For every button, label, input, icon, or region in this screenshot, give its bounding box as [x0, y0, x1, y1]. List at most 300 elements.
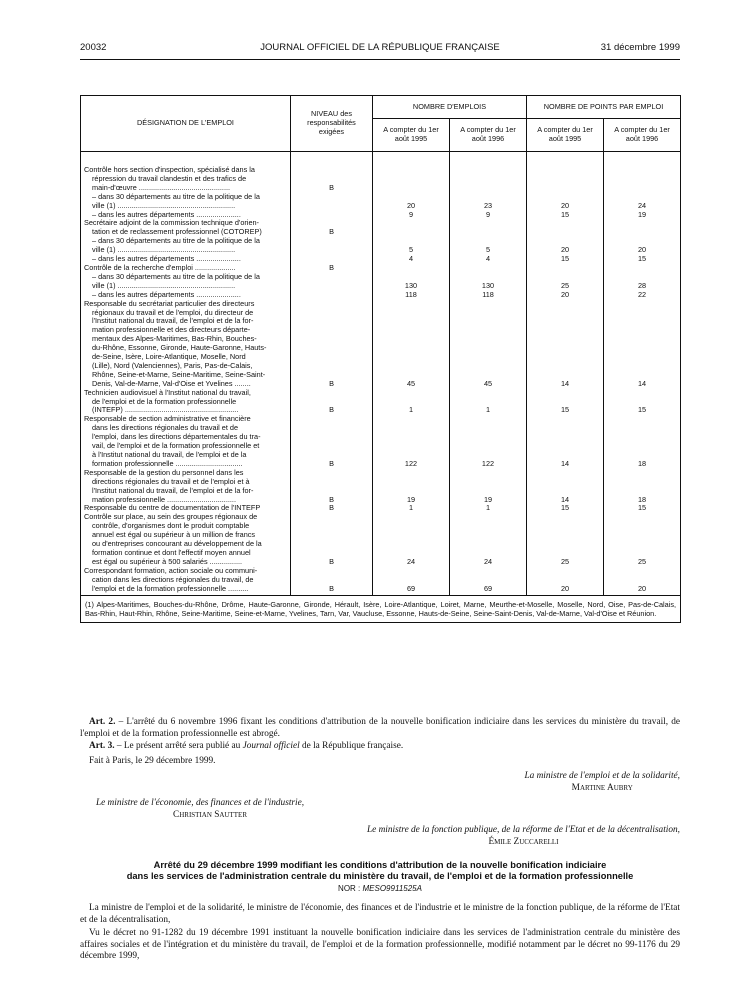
cell-line: 20 — [560, 201, 570, 210]
cell-niveau — [291, 219, 373, 264]
arrete-title — [80, 860, 680, 881]
cell-line — [530, 513, 600, 522]
cell-line: 22 — [637, 290, 647, 299]
cell-line — [530, 326, 600, 335]
cell-line: 118 — [405, 290, 417, 299]
cell-line — [530, 451, 600, 460]
table-row — [81, 389, 681, 416]
cell-line — [294, 326, 369, 335]
cell-line — [453, 300, 523, 309]
cell-p95 — [527, 504, 604, 513]
signature-role: Le ministre de la fonction publique, de la réforme de l'Etat et de la décentralisation, — [366, 825, 680, 835]
cell-line: B — [329, 228, 334, 237]
cell-line: 25 — [560, 281, 570, 290]
cell-line — [294, 202, 369, 211]
cell-line — [376, 398, 446, 407]
cell-line: 24 — [406, 557, 416, 566]
cell-line: dans les directions régionales du travail et de — [92, 424, 239, 433]
cell-line: 122 — [404, 459, 418, 468]
cell-line: du-Rhône, Essonne, Gironde, Haute-Garonne, Hauts- — [92, 344, 267, 353]
cell-p95 — [527, 219, 604, 264]
signature-economy-minister — [80, 798, 340, 821]
cell-line — [607, 326, 677, 335]
cell-line — [607, 353, 677, 362]
cell-niveau — [291, 504, 373, 513]
header-nombre-emplois: NOMBRE D'EMPLOIS — [373, 96, 527, 119]
cell-line: 20 — [637, 246, 647, 255]
cell-lines — [81, 389, 291, 416]
cell-line: 15 — [637, 406, 647, 415]
cell-line — [294, 166, 369, 175]
cell-line — [294, 540, 369, 549]
header-rule — [80, 59, 680, 60]
article-2 — [80, 717, 680, 740]
cell-line: 130 — [404, 281, 418, 290]
cell-line — [607, 184, 677, 193]
cell-p95 — [527, 469, 604, 505]
header-points-1995: A compter du 1er août 1995 — [527, 119, 604, 152]
cell-line — [294, 219, 369, 228]
cell-line: – dans les autres départements ...................... — [92, 255, 241, 264]
cell-line — [376, 549, 446, 558]
arrete-title-line1: Arrêté du 29 décembre 1999 modifiant les conditions d'attribution de la nouvelle bonification indiciaire — [153, 860, 607, 870]
cell-line — [376, 442, 446, 451]
cell-e96 — [450, 300, 527, 389]
cell-line: Responsable de section administrative et financière — [84, 415, 251, 424]
cell-p95 — [527, 513, 604, 566]
cell-line: 5 — [408, 246, 414, 255]
cell-line — [530, 478, 600, 487]
nor-reference — [80, 884, 680, 893]
cell-e96 — [450, 567, 527, 595]
cell-line — [294, 567, 369, 576]
table-row — [81, 513, 681, 566]
table-row — [81, 264, 681, 300]
cell-e95 — [373, 219, 450, 264]
cell-e96 — [450, 469, 527, 505]
cell-line — [453, 362, 523, 371]
cell-e95 — [373, 389, 450, 416]
cell-e95 — [373, 567, 450, 595]
cell-line — [453, 184, 523, 193]
cell-line: 20 — [560, 246, 570, 255]
cell-line: directions régionales du travail et de l'emploi et à — [92, 477, 250, 486]
cell-line — [294, 291, 369, 300]
cell-line — [453, 353, 523, 362]
cell-p96 — [604, 152, 681, 220]
cell-p96 — [604, 300, 681, 389]
cell-line: 4 — [485, 255, 491, 264]
cell-niveau — [291, 415, 373, 468]
cell-line — [376, 166, 446, 175]
table-row — [81, 415, 681, 468]
cell-line — [453, 451, 523, 460]
cell-line — [530, 219, 600, 228]
cell-e95 — [373, 513, 450, 566]
cell-line: B — [329, 183, 334, 192]
cell-niveau — [291, 567, 373, 595]
cell-line — [607, 487, 677, 496]
cell-line: 24 — [483, 557, 493, 566]
cell-line: formation continue et dont l'effectif moyen annuel — [92, 548, 251, 557]
cell-line: Technicien audiovisuel à l'Institut national du travail, — [84, 388, 251, 397]
cell-line — [294, 282, 369, 291]
header-emplois-1995: A compter du 1er août 1995 — [373, 119, 450, 152]
cell-niveau — [291, 264, 373, 300]
table-row — [81, 567, 681, 595]
cell-line: l'Institut national du travail, de l'emploi et de la for- — [92, 486, 254, 495]
cell-line — [530, 335, 600, 344]
cell-line — [607, 433, 677, 442]
article-3-text-b: de la République française. — [299, 741, 404, 751]
cell-p96 — [604, 513, 681, 566]
cell-line — [376, 219, 446, 228]
page-header — [80, 42, 680, 58]
cell-line: Responsable du secrétariat particulier des directeurs — [84, 299, 255, 308]
cell-line — [453, 193, 523, 202]
cell-line — [376, 317, 446, 326]
cell-line: B — [329, 557, 334, 566]
arrete-title-line2: dans les services de l'administration centrale du ministère du travail, de l'emploi et de la formation professionnelle — [126, 870, 634, 881]
cell-e95 — [373, 152, 450, 220]
cell-line — [607, 424, 677, 433]
cell-line — [294, 246, 369, 255]
table-row — [81, 504, 681, 513]
cell-line: 15 — [637, 255, 647, 264]
article-3-text-a: – Le présent arrêté sera publié au — [114, 741, 243, 751]
cell-line: ville (1) .......................................................... — [92, 246, 236, 255]
cell-line: Contrôle sur place, au sein des groupes régionaux de — [84, 513, 258, 522]
cell-line — [453, 273, 523, 282]
cell-line — [453, 389, 523, 398]
cell-line: l'Institut national du travail, de l'emploi et de la for- — [92, 317, 254, 326]
cell-line — [376, 193, 446, 202]
cell-line: l'emploi, dans les directions départementales du tra- — [92, 433, 261, 442]
cell-line — [294, 309, 369, 318]
cell-line: 28 — [637, 281, 647, 290]
cell-lines — [81, 300, 291, 389]
cell-line — [453, 326, 523, 335]
cell-line — [607, 166, 677, 175]
cell-line — [530, 424, 600, 433]
cell-lines — [81, 469, 291, 505]
cell-line — [376, 415, 446, 424]
cell-line — [453, 424, 523, 433]
table-row — [81, 219, 681, 264]
cell-line: – dans 30 départements au titre de la politique de la — [92, 192, 260, 201]
cell-line — [294, 522, 369, 531]
cell-line: 14 — [637, 379, 647, 388]
cell-line — [607, 451, 677, 460]
cell-line: Rhône, Seine-et-Marne, Seine-Maritime, Seine-Saint- — [92, 370, 266, 379]
cell-line — [453, 513, 523, 522]
cell-line — [294, 193, 369, 202]
cell-line: 25 — [560, 557, 570, 566]
cell-line — [607, 567, 677, 576]
cell-line — [376, 522, 446, 531]
cell-line: 20 — [560, 290, 570, 299]
header-points-1996: A compter du 1er août 1996 — [604, 119, 681, 152]
cell-line — [530, 389, 600, 398]
cell-e96 — [450, 389, 527, 416]
page-number: 20032 — [80, 42, 107, 53]
cell-e96 — [450, 504, 527, 513]
cell-line: 19 — [637, 210, 647, 219]
cell-line — [294, 531, 369, 540]
cell-p95 — [527, 264, 604, 300]
cell-line — [294, 549, 369, 558]
cell-line: 69 — [483, 584, 493, 593]
cell-line — [607, 219, 677, 228]
cell-p95 — [527, 300, 604, 389]
cell-line — [453, 371, 523, 380]
cell-line — [607, 273, 677, 282]
cell-line — [607, 237, 677, 246]
cell-line — [294, 335, 369, 344]
cell-line: 19 — [406, 495, 416, 504]
cell-line: B — [329, 406, 334, 415]
cell-line: de-Seine, Isère, Loire-Atlantique, Moselle, Nord — [92, 353, 246, 362]
cell-line — [376, 228, 446, 237]
cell-line: (INTEFP) ........................................................ — [92, 406, 239, 415]
cell-line — [294, 353, 369, 362]
cell-line: 5 — [485, 246, 491, 255]
cell-line — [530, 309, 600, 318]
cell-e96 — [450, 219, 527, 264]
article-3-label: Art. 3. — [89, 741, 115, 751]
cell-e95 — [373, 264, 450, 300]
cell-line — [294, 389, 369, 398]
cell-line — [607, 415, 677, 424]
cell-line — [453, 549, 523, 558]
cell-line: B — [329, 495, 334, 504]
cell-line: – dans les autres départements ...................... — [92, 290, 241, 299]
cell-line: formation professionnelle ................................. — [92, 459, 243, 468]
cell-line: ou d'entreprises concourant au développement de la — [92, 540, 262, 549]
cell-line — [607, 576, 677, 585]
cell-line — [376, 531, 446, 540]
cell-line — [453, 415, 523, 424]
cell-line: – dans les autres départements ...................... — [92, 210, 241, 219]
cell-line: Contrôle hors section d'inspection, spécialisé dans la — [84, 166, 255, 174]
cell-line — [530, 433, 600, 442]
cell-lines — [81, 567, 291, 595]
cell-line — [607, 549, 677, 558]
cell-line: 1 — [408, 504, 414, 513]
cell-line: 1 — [485, 406, 491, 415]
cell-line: B — [329, 584, 334, 593]
cell-line: 15 — [560, 210, 570, 219]
cell-e95 — [373, 415, 450, 468]
cell-line — [530, 264, 600, 273]
cell-line — [453, 522, 523, 531]
issue-date: 31 décembre 1999 — [600, 42, 680, 53]
signature-name: Christian Sautter — [173, 809, 247, 820]
cell-line: à l'Institut national du travail, de l'emploi et de la — [92, 451, 247, 459]
cell-line — [294, 362, 369, 371]
journal-title: JOURNAL OFFICIEL DE LA RÉPUBLIQUE FRANÇAISE — [260, 42, 500, 53]
cell-line — [530, 273, 600, 282]
header-designation: DÉSIGNATION DE L'EMPLOI — [81, 96, 291, 152]
cell-line — [294, 211, 369, 220]
cell-line: 25 — [637, 557, 647, 566]
cell-niveau — [291, 469, 373, 505]
cell-line — [376, 371, 446, 380]
employment-table — [80, 95, 681, 623]
cell-line — [530, 362, 600, 371]
cell-lines — [81, 513, 291, 566]
table-footnote: (1) Alpes-Maritimes, Bouches-du-Rhône, Drôme, Haute-Garonne, Gironde, Hérault, Isère, Loire-Atlantique, Loiret, Marne, Meurthe-et-Moselle, Moselle, Nord, Oise, Pas-de-Calais, Bas-Rhin, Haut-Rhin, Rhône, Seine-Maritime, Seine-et-Marne, Yvelines, Tarn, Var, Vaucluse, Essonne, Hauts-de-Seine, Seine-Saint-Denis, Val-de-Marne, Val-d'Oise et Réunion. — [81, 595, 681, 622]
cell-line — [376, 309, 446, 318]
cell-line — [607, 540, 677, 549]
cell-line — [607, 264, 677, 273]
cell-line — [453, 237, 523, 246]
cell-line — [453, 335, 523, 344]
header-niveau: NIVEAU des responsabilités exigées — [291, 96, 373, 152]
arrete-paragraph-2: Vu le décret no 91-1282 du 19 décembre 1991 instituant la nouvelle bonification indiciaire dans les services de l'administration centrale du ministère des affaires sociales et de l'intégration et du ministère du travail, de l'emploi et de la formation professionnelle, modifié notamment par le décret no 99-1176 du 29 décembre 1999, — [80, 928, 680, 961]
cell-line — [530, 522, 600, 531]
cell-line — [376, 540, 446, 549]
cell-line — [453, 219, 523, 228]
cell-line: 24 — [637, 201, 647, 210]
cell-line — [376, 326, 446, 335]
cell-line — [376, 567, 446, 576]
cell-line — [607, 442, 677, 451]
cell-line — [530, 344, 600, 353]
cell-line: 18 — [637, 459, 647, 468]
article-2-text: – L'arrêté du 6 novembre 1996 fixant les conditions d'attribution de la nouvelle bonification indiciaire dans les services du ministère du travail, de l'emploi et de la formation professionnelle est abrogé. — [80, 717, 681, 739]
cell-line: 20 — [406, 201, 416, 210]
cell-line — [530, 567, 600, 576]
cell-line — [530, 353, 600, 362]
cell-line — [530, 184, 600, 193]
cell-line — [294, 317, 369, 326]
cell-p95 — [527, 389, 604, 416]
cell-line: Denis, Val-de-Marne, Val-d'Oise et Yvelines ........ — [92, 379, 251, 388]
cell-line — [530, 469, 600, 478]
cell-line: 130 — [481, 281, 495, 290]
cell-line: tation et de reclassement professionnel (COTOREP) — [92, 228, 262, 237]
cell-line: de l'emploi et de la formation professionnelle — [92, 397, 237, 406]
cell-e96 — [450, 264, 527, 300]
cell-line: 14 — [560, 459, 570, 468]
cell-line: annuel est égal ou supérieur à un million de francs — [92, 531, 256, 540]
cell-line: 23 — [483, 201, 493, 210]
cell-line: vail, de l'emploi et de la formation professionnelle et — [92, 442, 260, 451]
cell-line — [294, 424, 369, 433]
cell-line: ville (1) .......................................................... — [92, 201, 236, 210]
table-row — [81, 152, 681, 220]
cell-line — [376, 487, 446, 496]
cell-line — [607, 362, 677, 371]
cell-line — [453, 531, 523, 540]
cell-line: mentaux des Alpes-Maritimes, Bas-Rhin, Bouches- — [92, 335, 257, 344]
cell-line — [376, 362, 446, 371]
cell-line — [453, 166, 523, 175]
cell-line — [607, 522, 677, 531]
cell-lines — [81, 415, 291, 468]
cell-line — [607, 317, 677, 326]
cell-p96 — [604, 264, 681, 300]
cell-line — [376, 300, 446, 309]
cell-line — [530, 576, 600, 585]
cell-p96 — [604, 504, 681, 513]
cell-line: régionaux du travail et de l'emploi, du directeur de — [92, 308, 254, 317]
cell-p96 — [604, 219, 681, 264]
cell-line: ville (1) .......................................................... — [92, 281, 236, 290]
cell-line: 15 — [560, 406, 570, 415]
cell-line — [376, 175, 446, 184]
cell-niveau — [291, 300, 373, 389]
cell-e95 — [373, 469, 450, 505]
article-3-journal: Journal officiel — [242, 741, 300, 751]
cell-line — [376, 335, 446, 344]
cell-line — [376, 344, 446, 353]
cell-line: 122 — [481, 459, 495, 468]
cell-p95 — [527, 567, 604, 595]
cell-line: main-d'œuvre ............................................. — [92, 183, 231, 192]
done-at: Fait à Paris, le 29 décembre 1999. — [89, 756, 216, 766]
cell-line: 15 — [560, 504, 570, 513]
cell-line — [530, 237, 600, 246]
cell-line — [453, 175, 523, 184]
cell-line — [294, 300, 369, 309]
cell-line — [453, 398, 523, 407]
cell-line — [453, 228, 523, 237]
cell-line — [376, 478, 446, 487]
header-emplois-1996: A compter du 1er août 1996 — [450, 119, 527, 152]
cell-line — [453, 264, 523, 273]
cell-line — [607, 469, 677, 478]
cell-e95 — [373, 504, 450, 513]
cell-line — [376, 353, 446, 362]
cell-e96 — [450, 513, 527, 566]
cell-line — [607, 309, 677, 318]
cell-e96 — [450, 152, 527, 220]
cell-line: 18 — [637, 495, 647, 504]
cell-line: – dans 30 départements au titre de la politique de la — [92, 272, 260, 281]
cell-line — [453, 344, 523, 353]
table-row — [81, 300, 681, 389]
header-nombre-points: NOMBRE DE POINTS PAR EMPLOI — [527, 96, 681, 119]
cell-line — [376, 184, 446, 193]
cell-line — [294, 255, 369, 264]
cell-line — [530, 531, 600, 540]
cell-p96 — [604, 389, 681, 416]
cell-line: Responsable du centre de documentation de l'INTEFP — [84, 504, 261, 513]
cell-line — [294, 513, 369, 522]
cell-line: 14 — [560, 379, 570, 388]
cell-line — [530, 371, 600, 380]
cell-line: contrôle, d'organismes dont le produit comptable — [92, 522, 250, 531]
signature-labour-minister — [524, 771, 680, 794]
cell-line — [607, 335, 677, 344]
cell-line: B — [329, 379, 334, 388]
cell-line — [294, 442, 369, 451]
cell-line: l'emploi et de la formation professionnelle .......... — [92, 584, 249, 593]
cell-p96 — [604, 469, 681, 505]
cell-line — [453, 576, 523, 585]
cell-line — [530, 228, 600, 237]
cell-line: 4 — [408, 255, 414, 264]
cell-line: 15 — [637, 504, 647, 513]
cell-line: B — [329, 263, 334, 272]
cell-line — [530, 300, 600, 309]
cell-line: 1 — [408, 406, 414, 415]
cell-line — [453, 540, 523, 549]
cell-line: cation dans les directions régionales du travail, de — [92, 575, 254, 584]
cell-line — [376, 264, 446, 273]
